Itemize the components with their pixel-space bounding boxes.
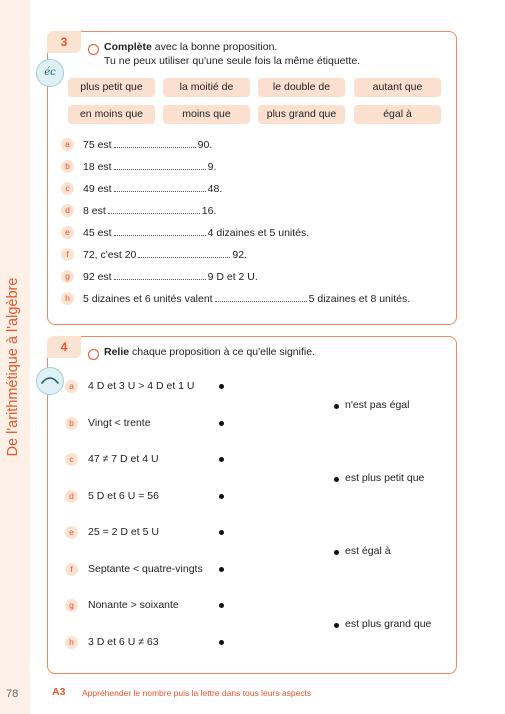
proposition: 5 D et 6 U = 56 <box>88 490 159 502</box>
exercise-instruction: Relie chaque proposition à ce qu'elle signifie. <box>104 346 315 358</box>
item-letter: h <box>61 292 74 305</box>
label-chip[interactable]: plus petit que <box>68 78 155 97</box>
link-dot[interactable] <box>219 640 224 645</box>
link-dot[interactable] <box>334 404 339 409</box>
chapter-title: De l'arithmétique à l'algèbre <box>5 277 21 457</box>
proposition: 3 D et 6 U ≠ 63 <box>88 636 159 648</box>
meaning-label: est plus petit que <box>345 472 425 484</box>
link-dot[interactable] <box>334 550 339 555</box>
item-letter: b <box>61 160 74 173</box>
proposition: Septante < quatre-vingts <box>88 563 203 575</box>
fill-sentence: 49 est 48. <box>83 183 223 195</box>
exercise-instruction: Complète avec la bonne proposition. Tu ne peux utiliser qu'une seule fois la même étiquette. <box>104 41 361 67</box>
answer-blank[interactable] <box>114 182 206 192</box>
item-letter: e <box>65 526 78 539</box>
answer-blank[interactable] <box>114 160 206 170</box>
link-dot[interactable] <box>219 384 224 389</box>
fill-sentence: 18 est 9. <box>83 161 217 173</box>
item-letter: g <box>61 270 74 283</box>
fill-sentence: 45 est 4 dizaines et 5 unités. <box>83 227 310 239</box>
label-chip[interactable]: la moitié de <box>163 78 250 97</box>
link-dot[interactable] <box>219 567 224 572</box>
label-chip[interactable]: moins que <box>163 105 250 124</box>
item-letter: b <box>65 417 78 430</box>
answer-blank[interactable] <box>114 270 206 280</box>
link-arc-icon <box>36 367 64 395</box>
meaning-label: n'est pas égal <box>345 399 410 411</box>
checkbox-circle-icon[interactable] <box>88 44 99 55</box>
label-chip[interactable]: le double de <box>258 78 345 97</box>
fill-sentence: 72, c'est 20 92. <box>83 249 247 261</box>
item-letter: f <box>61 248 74 261</box>
label-chip[interactable]: autant que <box>354 78 441 97</box>
proposition: 4 D et 3 U > 4 D et 1 U <box>88 380 195 392</box>
proposition: Vingt < trente <box>88 417 151 429</box>
footer-badge: A3 <box>52 686 66 698</box>
exercise-number: 4 <box>47 336 81 358</box>
answer-blank[interactable] <box>108 204 200 214</box>
writing-badge-icon: éc <box>36 59 64 87</box>
item-letter: a <box>61 138 74 151</box>
label-chip[interactable]: en moins que <box>68 105 155 124</box>
proposition: 25 = 2 D et 5 U <box>88 526 159 538</box>
answer-blank[interactable] <box>114 226 206 236</box>
fill-sentence: 8 est 16. <box>83 205 217 217</box>
checkbox-circle-icon[interactable] <box>88 349 99 360</box>
exercise-number: 3 <box>47 31 81 53</box>
item-letter: a <box>65 380 78 393</box>
item-letter: g <box>65 599 78 612</box>
fill-sentence: 92 est 9 D et 2 U. <box>83 271 258 283</box>
meaning-label: est plus grand que <box>345 618 432 630</box>
item-letter: c <box>61 182 74 195</box>
answer-blank[interactable] <box>138 248 230 258</box>
link-dot[interactable] <box>219 457 224 462</box>
answer-blank[interactable] <box>215 292 307 302</box>
item-letter: f <box>65 563 78 576</box>
meaning-label: est égal à <box>345 545 391 557</box>
link-dot[interactable] <box>219 530 224 535</box>
link-dot[interactable] <box>219 603 224 608</box>
page-number: 78 <box>6 688 19 700</box>
footer-text: Appréhender le nombre puis la lettre dans tous leurs aspects <box>82 688 312 698</box>
link-dot[interactable] <box>219 494 224 499</box>
answer-blank[interactable] <box>114 138 196 148</box>
proposition: Nonante > soixante <box>88 599 179 611</box>
link-dot[interactable] <box>219 421 224 426</box>
link-dot[interactable] <box>334 623 339 628</box>
item-letter: d <box>61 204 74 217</box>
fill-sentence: 75 est 90. <box>83 139 213 151</box>
item-letter: d <box>65 490 78 503</box>
item-letter: h <box>65 636 78 649</box>
item-letter: c <box>65 453 78 466</box>
proposition: 47 ≠ 7 D et 4 U <box>88 453 159 465</box>
label-chip[interactable]: plus grand que <box>258 105 345 124</box>
fill-sentence: 5 dizaines et 6 unités valent 5 dizaines et 8 unités. <box>83 293 411 305</box>
label-chip[interactable]: égal à <box>354 105 441 124</box>
item-letter: e <box>61 226 74 239</box>
link-dot[interactable] <box>334 477 339 482</box>
exercise-4-card <box>47 336 457 674</box>
exercise-3-card <box>44 31 457 325</box>
